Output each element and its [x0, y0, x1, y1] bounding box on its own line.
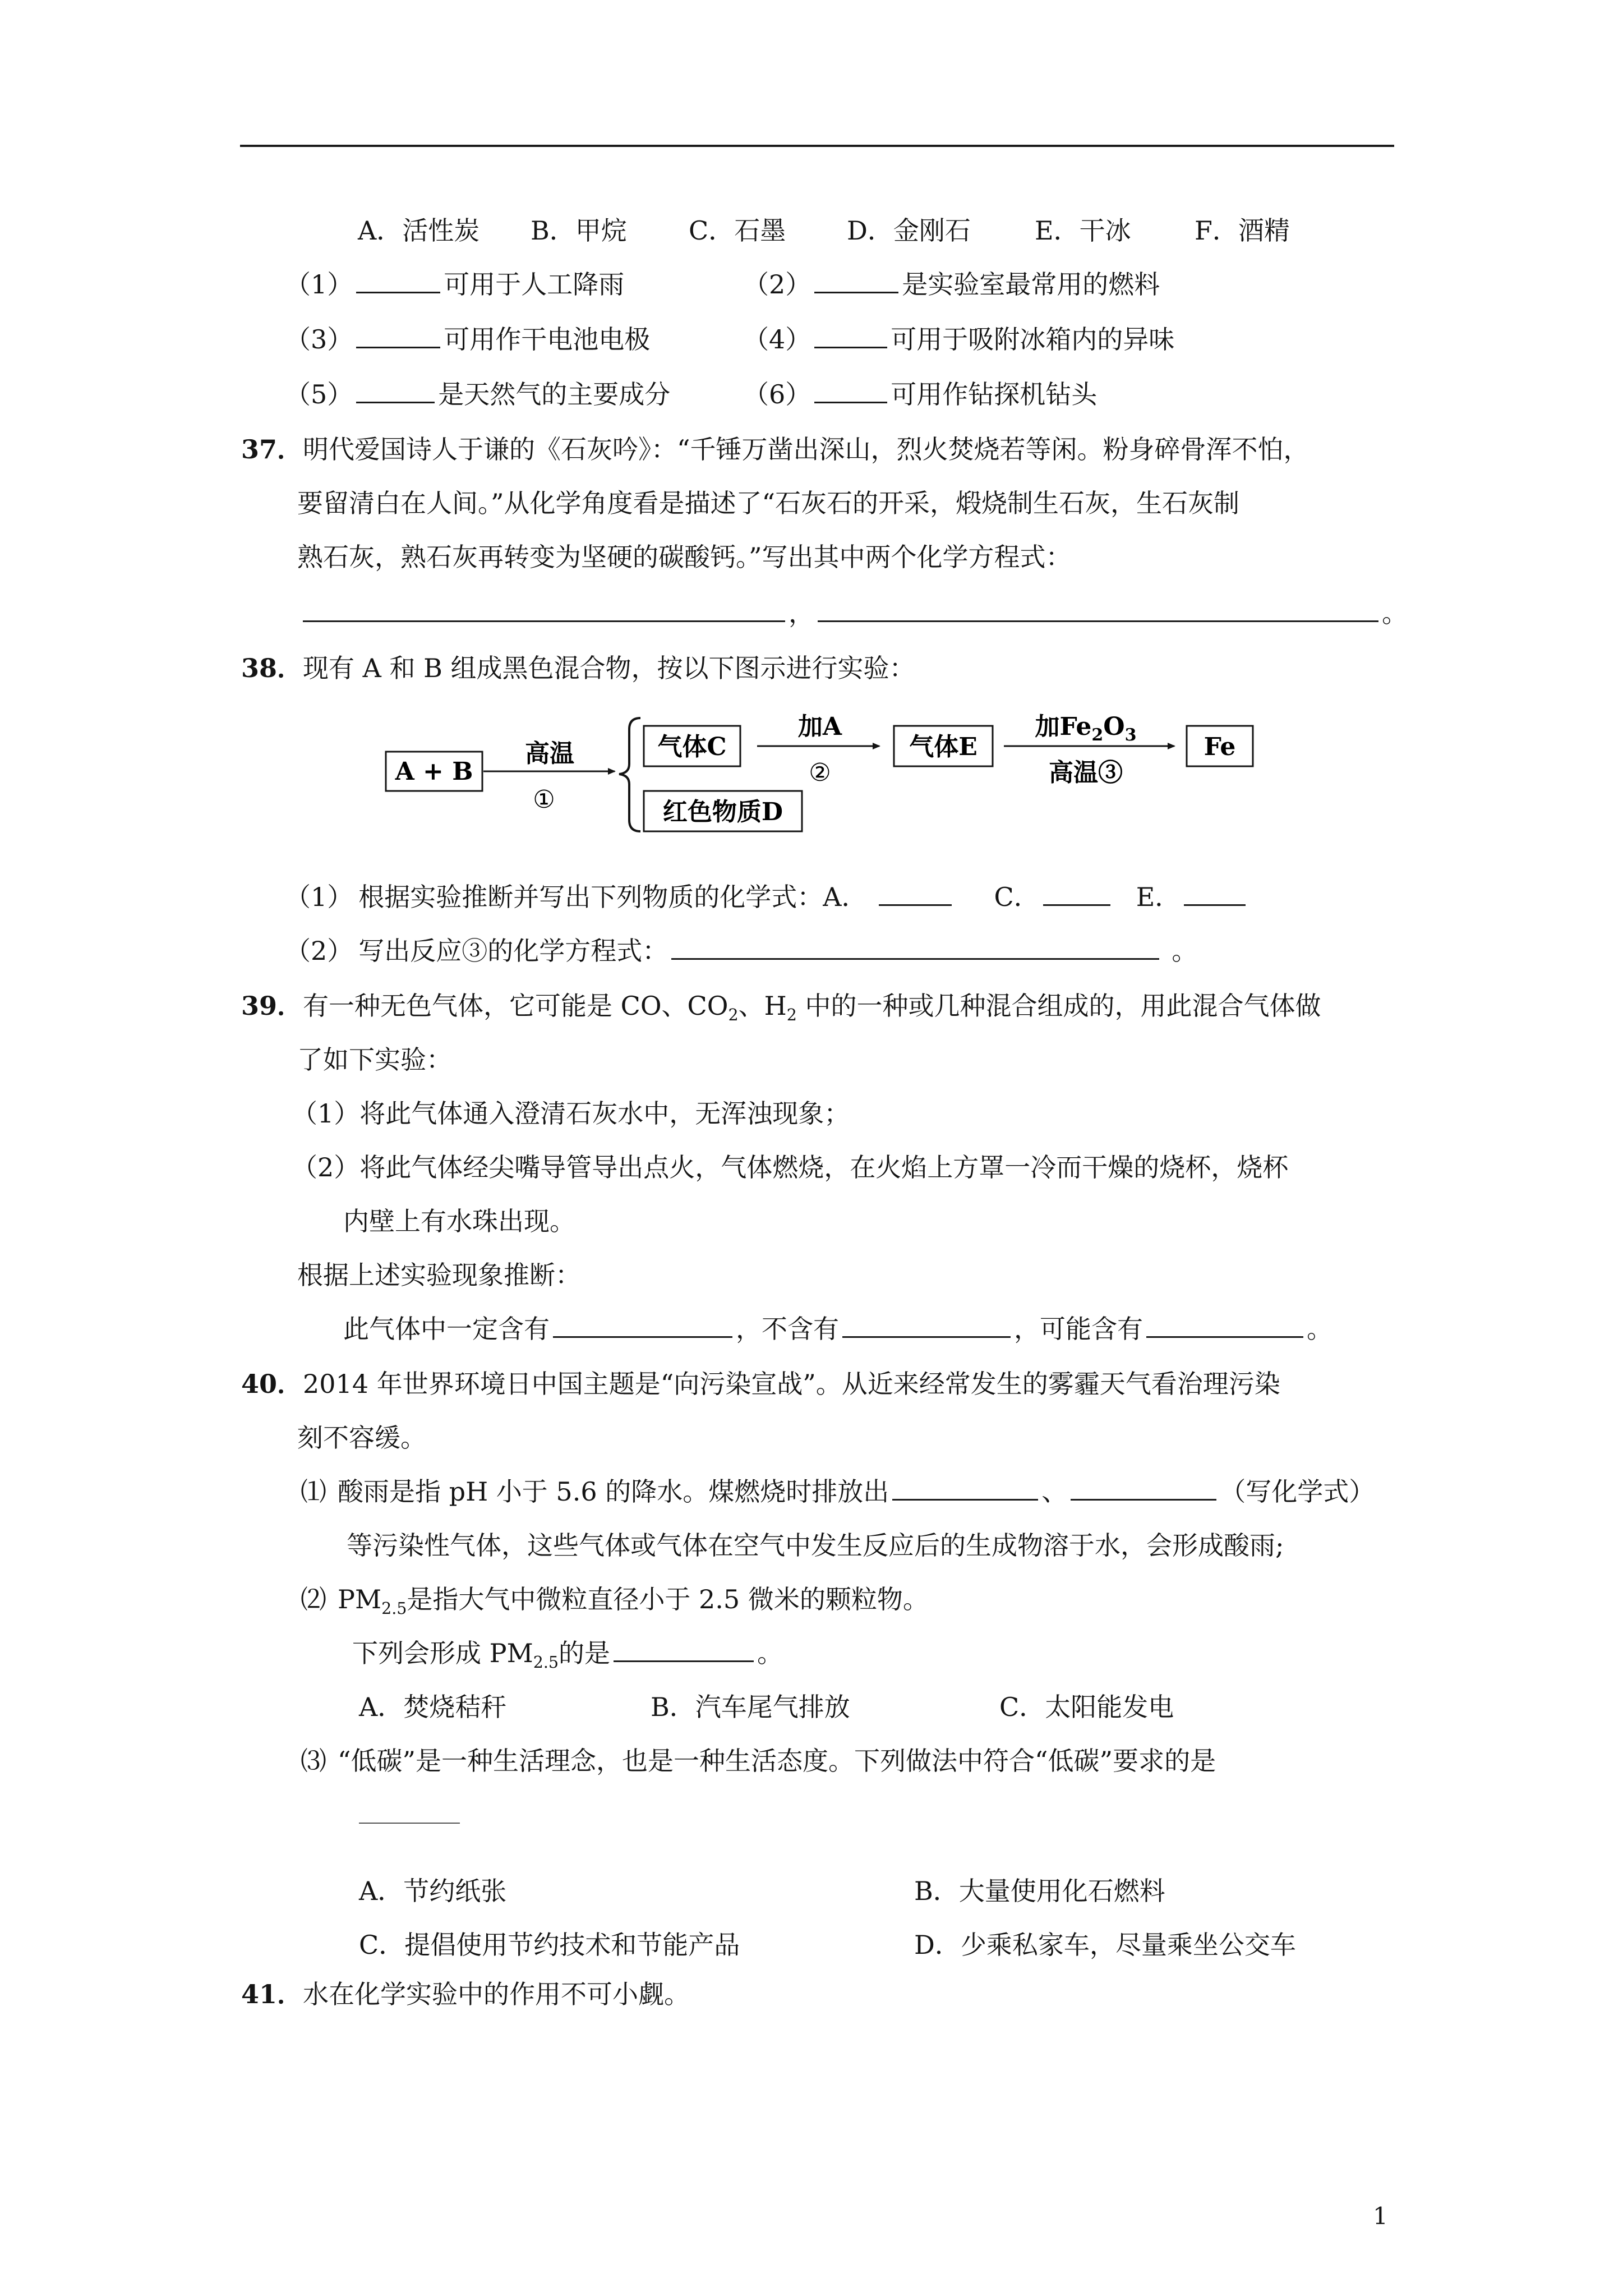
q41-number: 41．: [241, 1979, 303, 2009]
q40-line-2: 刻不容缓。: [297, 1423, 426, 1453]
q39-line-1: [241, 988, 1321, 1023]
q39-blank-contains[interactable]: [553, 1312, 732, 1338]
q38-blank-c[interactable]: [1043, 880, 1110, 906]
q39-inference: 根据上述实验现象推断：: [297, 1260, 581, 1290]
q37-line-2: 要留清白在人间。”从化学角度看是描述了“石灰石的开采，煅烧制生石灰，生石灰制: [297, 488, 1240, 518]
q40-part-1-cont: 等污染性气体，这些气体或气体在空气中发生反应后的生成物溶于水，会形成酸雨;: [347, 1530, 1284, 1561]
q36-item-3-num: （3）: [285, 324, 353, 355]
q37-end: 。: [1382, 598, 1408, 628]
q38-intro: 现有 A 和 B 组成黑色混合物，按以下图示进行实验：: [303, 653, 915, 683]
q40-part-2-sub: 2.5: [381, 1599, 407, 1618]
q40-part-2-question: [352, 1636, 783, 1671]
q36-item-4-text: 可用于吸附冰箱内的异味: [891, 324, 1175, 355]
q39-blank-excludes[interactable]: [842, 1312, 1011, 1338]
q38-equation-blank[interactable]: [671, 933, 1159, 960]
q40-part-3-option-a: A．节约纸张: [359, 1876, 507, 1906]
q38-part-2: [285, 933, 1197, 968]
q40-blank-lowcarbon[interactable]: [359, 1798, 460, 1824]
q38-part-1-text: 根据实验推断并写出下列物质的化学式：A．: [358, 882, 868, 912]
q37-line-3: 熟石灰，熟石灰再转变为坚硬的碳酸钙。”写出其中两个化学方程式：: [297, 542, 1072, 572]
q38-number: 38．: [241, 653, 303, 683]
red-d-label: 红色物质D: [662, 798, 783, 826]
q40-text-1: 2014 年世界环境日中国主题是“向污染宣战”。从近来经常发生的雾霾天气看治理污染: [303, 1369, 1280, 1399]
q40-part-3-option-c: C．提倡使用节约技术和节能产品: [359, 1930, 740, 1960]
q40-part-1-text: 酸雨是指 pH 小于 5.6 的降水。煤燃烧时排放出: [338, 1476, 889, 1507]
q38-part-1: [285, 880, 1249, 914]
arrow-1-condition: 高温: [525, 739, 574, 768]
q38-label-c: C．: [994, 882, 1040, 912]
q37-separator: ，: [789, 598, 814, 628]
q40-part-1-hint: （写化学式）: [1220, 1476, 1375, 1507]
q40-part-3-text: “低碳”是一种生活理念，也是一种生活态度。下列做法中符合“低碳”要求的是: [338, 1746, 1216, 1776]
q37-number: 37．: [241, 434, 303, 464]
q40-part-2-q-a: 下列会形成 PM: [352, 1638, 533, 1668]
q36-item-5-text: 是天然气的主要成分: [438, 379, 671, 409]
q40-part-1-sep: 、: [1041, 1476, 1068, 1507]
gas-c-label: 气体C: [657, 733, 727, 761]
q40-line-1: [241, 1366, 1280, 1401]
q39-label-excludes: ，不含有: [736, 1314, 839, 1344]
q40-part-1: [301, 1474, 1375, 1509]
brace: [619, 718, 640, 831]
q36-option-c: C．石墨: [689, 215, 786, 246]
q38-blank-e[interactable]: [1184, 880, 1246, 906]
arrow-2-step: ②: [809, 758, 831, 787]
q39-sub-2: 2: [786, 1006, 797, 1025]
q40-part-3-option-b: B．大量使用化石燃料: [914, 1876, 1165, 1906]
q39-number: 39．: [241, 991, 303, 1021]
q39-step-2-cont: 内壁上有水珠出现。: [343, 1206, 575, 1236]
q40-part-3: [301, 1743, 1216, 1778]
q40-number: 40．: [241, 1369, 303, 1399]
q38-part-2-text: 写出反应③的化学方程式：: [358, 936, 668, 966]
q39-step-2: （2）将此气体经尖嘴导管导出点火，气体燃烧，在火焰上方罩一冷而干燥的烧杯，烧杯: [292, 1152, 1289, 1182]
q36-item-2-num: （2）: [743, 269, 811, 300]
q40-part-1-num: ⑴: [301, 1476, 326, 1507]
q39-end: 。: [1307, 1314, 1332, 1344]
q40-part-2-q-end: 。: [757, 1638, 783, 1668]
q40-part-2-option-a: A．焚烧秸秆: [359, 1692, 507, 1722]
q36-option-a: A．活性炭: [358, 215, 480, 246]
q40-part-2: [301, 1582, 929, 1617]
arrow-1-step: ①: [533, 785, 555, 814]
q40-part-2-q-b: 的是: [559, 1638, 611, 1668]
q39-label-may-contain: ，可能含有: [1014, 1314, 1143, 1344]
q36-item-6-text: 可用作钻探机钻头: [891, 379, 1098, 409]
q39-label-contains: 此气体中一定含有: [343, 1314, 550, 1344]
q40-blank-gas-1[interactable]: [892, 1474, 1038, 1501]
q39-answer-line: [343, 1312, 1332, 1346]
q39-sub-1: 2: [728, 1006, 739, 1025]
q39-text-c: 中的一种或几种混合组成的，用此混合气体做: [796, 991, 1321, 1021]
arrow-3-reagent: 加$Fe_2O_3$: [1035, 712, 1137, 745]
q38-part-2-num: （2）: [285, 936, 353, 966]
q40-part-3-blank-line: [359, 1797, 460, 1832]
q40-part-2-text-a: PM: [338, 1584, 382, 1614]
q36-option-b: B．甲烷: [531, 215, 627, 246]
arrow-3-condition: 高温③: [1049, 758, 1123, 787]
gas-e-label: 气体E: [909, 733, 978, 761]
q36-item-4-num: （4）: [743, 324, 811, 355]
product-label: Fe: [1204, 733, 1236, 761]
q40-part-2-text-b: 是指大气中微粒直径小于 2.5 微米的颗粒物。: [407, 1584, 929, 1614]
q36-option-f: F．酒精: [1195, 215, 1290, 246]
q36-option-d: D．金刚石: [847, 215, 971, 246]
q36-option-e: E．干冰: [1035, 215, 1131, 246]
q38-part-2-end: 。: [1172, 936, 1198, 966]
q40-part-3-num: ⑶: [301, 1746, 326, 1776]
q40-part-3-option-d: D．少乘私家车，尽量乘坐公交车: [914, 1930, 1296, 1960]
q40-part-2-option-b: B．汽车尾气排放: [651, 1692, 850, 1722]
page-number: 1: [1373, 2202, 1388, 2230]
q39-text-a: 有一种无色气体，它可能是 CO、CO: [303, 991, 728, 1021]
arrow-2-reagent: 加A: [797, 712, 842, 741]
q40-part-2-num: ⑵: [301, 1584, 326, 1614]
q40-blank-gas-2[interactable]: [1071, 1474, 1216, 1501]
start-label: A + B: [395, 757, 473, 786]
q40-part-2-option-c: C．太阳能发电: [999, 1692, 1174, 1722]
q39-text-b: 、H: [738, 991, 787, 1021]
q41-text: 水在化学实验中的作用不可小觑。: [303, 1979, 690, 2009]
q36-item-1-text: 可用于人工降雨: [444, 269, 625, 300]
q38-part-1-num: （1）: [285, 882, 353, 912]
q40-part-2-q-sub: 2.5: [533, 1653, 559, 1672]
q40-blank-pm25[interactable]: [614, 1636, 754, 1662]
q41-line: [241, 1977, 690, 2012]
q38-label-e: E．: [1136, 882, 1181, 912]
q36-item-5-num: （5）: [285, 379, 353, 409]
q39-step-1: （1）将此气体通入澄清石灰水中，无浑浊现象；: [292, 1098, 850, 1129]
q36-item-6-num: （6）: [743, 379, 811, 409]
q36-item-1-num: （1）: [285, 269, 353, 300]
q36-item-2-text: 是实验室最常用的燃料: [902, 269, 1160, 300]
q36-item-3-text: 可用作干电池电极: [444, 324, 651, 355]
q37-text-1: 明代爱国诗人于谦的《石灰吟》：“千锤万凿出深山，烈火焚烧若等闲。粉身碎骨浑不怕，: [303, 434, 1310, 464]
q39-blank-may-contain[interactable]: [1146, 1312, 1303, 1338]
q38-blank-a[interactable]: [879, 880, 952, 906]
q39-line-2: 了如下实验：: [297, 1045, 452, 1075]
